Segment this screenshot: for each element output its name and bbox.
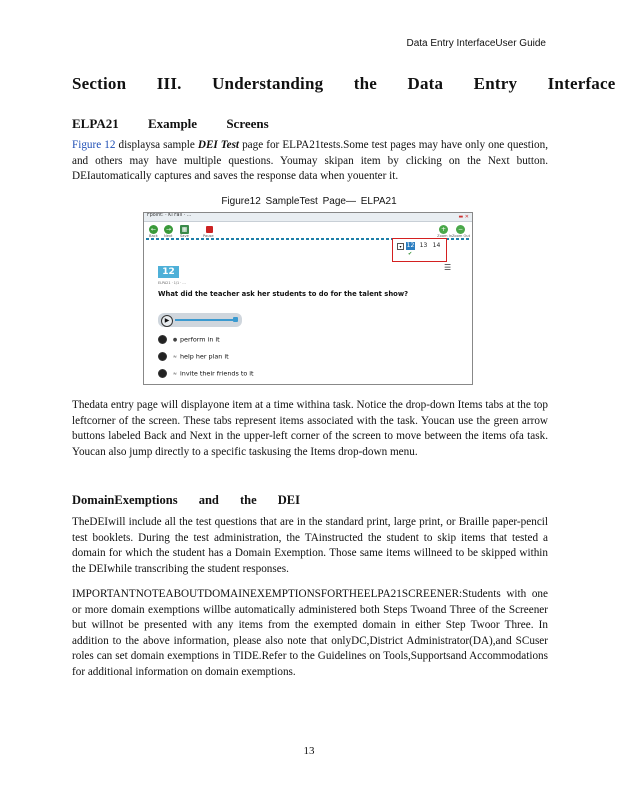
option-selector-icon[interactable]: ≈ [172, 353, 178, 360]
window-title: Fpoint: · Kl Fall · ... [147, 213, 192, 218]
paragraph-domain-exemptions: TheDEIwill include all the test questions that are in the standard print, large print, or Braille paper-pencil test booklets. During the test administration, the TAinstructed the student to skip items that tested a domain for which the student has a Domain Exemption. Those same items willneed to be skipped within the DEIwhile transcribing the student responses. [72, 516, 548, 575]
page-number: 13 [303, 745, 315, 757]
figure-caption: Figure12 SampleTest Page— ELPA21 [221, 196, 397, 207]
answer-option-b[interactable] [158, 352, 229, 361]
audio-volume-icon[interactable] [233, 317, 238, 322]
back-label: Back [149, 234, 158, 238]
paragraph-important-note: IMPORTANTNOTEABOUTDOMAINEXEMPTIONSFORTHEELPA21SCREENER:Students with one or more domain exemptions willbe automatically administered both Steps Twoand Three of the Screener but willnot be presented with any items from the exempted domain in either Step Twoor Three. In addition to the above information, please also note that onlyDC,District Administrator(DA),and SCuser roles can set domain exemptions in TIDE.Refer to the Guidelines on Tools,Supportsand Accommodations for additional information on domain exemptions. [72, 588, 548, 678]
option-selector-icon[interactable]: ● [172, 336, 178, 343]
item-tab-12[interactable]: 12 [406, 242, 415, 249]
next-arrow-button[interactable]: → [165, 226, 172, 233]
answer-option-c[interactable] [158, 369, 254, 378]
paragraph-items-tabs: Thedata entry page will displayone item at a time withina task. Notice the drop-down Items tabs at the top leftcorner of the screen. These tabs represent items associated with the task. Youcan use the green arrow buttons labeled Back and Next in the upper-left corner of the screen to move between the items ofa task. Youcan also jump directly to a specific taskusing the Items drop-down menu. [72, 399, 548, 458]
zoom-out-button[interactable]: − [457, 226, 464, 233]
pause-label: Pause [203, 234, 214, 238]
items-tabs-box [392, 238, 447, 262]
item-tab-13[interactable]: 13 [419, 242, 428, 249]
back-arrow-button[interactable]: ← [150, 226, 157, 233]
option-audio-icon[interactable] [158, 369, 167, 378]
audio-track[interactable] [175, 319, 233, 321]
dei-test-term: DEI Test [197, 139, 240, 151]
option-selector-icon[interactable]: ≈ [172, 370, 178, 377]
zoom-in-label: Zoom In [437, 234, 452, 238]
answer-option-a[interactable] [158, 335, 220, 344]
running-header: Data Entry InterfaceUser Guide [406, 38, 546, 49]
subsection-title-domain-exemptions: DomainExemptions and the DEI [72, 493, 300, 507]
hamburger-menu-icon[interactable]: ☰ [444, 263, 452, 272]
question-number-badge: 12 [158, 266, 179, 278]
answered-check-icon: ✔ [408, 251, 413, 257]
next-label: Next [164, 234, 173, 238]
zoom-in-button[interactable]: + [440, 226, 447, 233]
save-label: Save [180, 234, 189, 238]
pause-stop-button[interactable] [206, 226, 213, 233]
option-label: perform in it [180, 335, 220, 344]
window-controls-icon[interactable]: ▬ ✕ [458, 214, 469, 220]
option-label: invite their friends to it [180, 369, 254, 378]
item-tab-14[interactable]: 14 [432, 242, 441, 249]
option-audio-icon[interactable] [158, 352, 167, 361]
window-titlebar [144, 213, 472, 222]
play-icon[interactable]: ▶ [161, 315, 173, 327]
question-meta: ELPA21 · 1/1 · ... [158, 281, 186, 285]
question-text: What did the teacher ask her students to do for the talent show? [158, 290, 409, 298]
audio-player [158, 313, 242, 327]
subsection-title-example-screens: ELPA21 Example Screens [72, 116, 269, 131]
option-audio-icon[interactable] [158, 335, 167, 344]
sample-test-page-screenshot [143, 212, 473, 385]
paragraph-intro [72, 138, 548, 185]
items-dropdown-icon[interactable]: ▾ [397, 243, 404, 250]
section-title: Section III. Understanding the Data Entry Interface [72, 74, 616, 93]
zoom-out-label: Zoom Out [451, 234, 470, 238]
figure-12-link[interactable]: Figure 12 [72, 139, 116, 151]
save-icon-button[interactable]: ▦ [181, 226, 188, 233]
option-label: help her plan it [180, 352, 229, 361]
paragraph-intro-pre: displaysa sample [115, 139, 198, 151]
paragraph-intro-post: page for ELPA21tests.Some test pages may have only one question, and others may have multiple questions. Youmay skipan item by clicking on the Next button. DEIautomatically captures and saves the response data when youenter it. [72, 139, 548, 183]
